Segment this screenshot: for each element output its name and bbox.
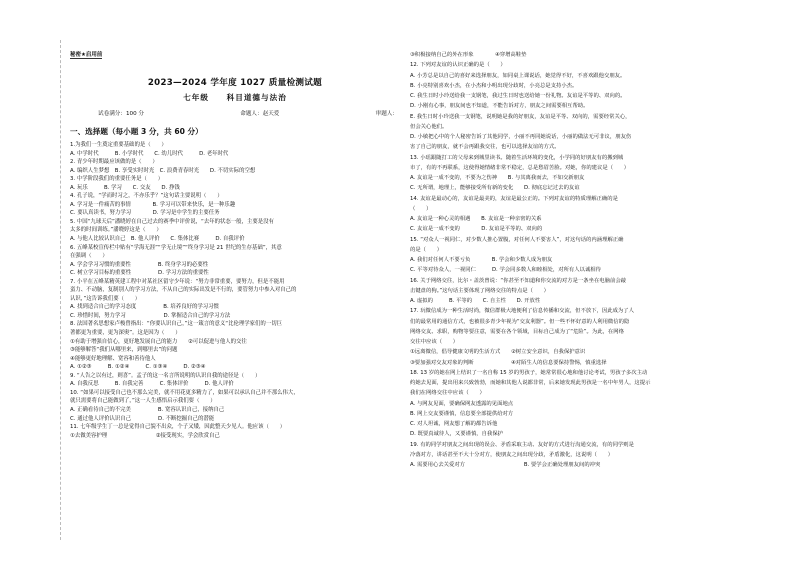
question-line: C. 珍惜时间，努力学习 D. 掌握适合自己的学习方法 — [70, 312, 231, 319]
question-line: D. 小刚有心事，朋友间也不知道，不能告诉对方，朋友之间需要相互帮助。 — [410, 103, 589, 110]
question-line: ①有助于增强自信心，更好地发展自己的能力 ②可以促进与他人的交往 — [70, 338, 247, 345]
question-line: A. 学习是一件痛苦的事情 B. 学习可以带来快乐，是一种乐趣 — [70, 201, 236, 208]
reviewer: 审题人： — [375, 111, 398, 117]
grade-label: 七年级 — [183, 93, 209, 102]
question-line: ③要加强对交友对象的判断 ④对陌生人的信息要保持警惕，慎重选择 — [410, 359, 607, 366]
question-line: 17. 玩微信成为一种生活时尚，微信群极大地便利了信息传播和交流，但不放下，因此成为了人 — [410, 308, 634, 315]
question-line: 我们在网络交往中应该（ ） — [410, 390, 485, 397]
question-line: A. 编织人生梦想 B. 享受实时时光 C. 浪费青春时光 D. 不切实际的空想 — [70, 167, 256, 174]
question-line: D. 小敏把心中的个人秘密告诉了其他同学，小丽不再同她说话，小丽的做法无可非议，朋友伤 — [410, 134, 632, 140]
question-line: 2. 青少年时期最应该做的是（ ） — [70, 159, 158, 166]
question-line: B. 小亮特别喜欢小杰，在小杰和小明出现分歧时，小亮总是支持小杰。 — [410, 82, 578, 89]
question-line: 1.为我们一生奠定重要基础的是（ ） — [70, 142, 167, 148]
question-line: ①远离微信，倡导健康文明的生活方式 ②树立安全意识，自我保护意识 — [410, 349, 586, 356]
question-line: A. 友谊是一种心灵的相遇 B. 友谊是一种亲密的关系 — [410, 216, 542, 222]
question-line: 冷落对方，讲话甚至不大十分对方，使朋友之间出现分歧，矛盾激化，这说明（ ） — [410, 451, 614, 458]
right-questions — [410, 50, 740, 470]
grade-subject — [70, 92, 400, 103]
question-line: 12. 下列对友谊的认识正确的是（ ） — [410, 62, 506, 69]
question-line: C. 树立学习目标的重要性 D. 学习方法的重要性 — [70, 270, 209, 277]
question-line: 14. 友谊是最动心的，友谊是最美的，友谊是最公正的。下列对友谊的特质理解正确的是 — [410, 195, 618, 202]
question-line: A. 找到适合自己的学习态度 B. 培养良好的学习习惯 — [70, 304, 219, 311]
question-line: 15. “对众人一视同仁，对少数人推心置腹，对任何人不要害人”，对这句话的内涵理解正确 — [410, 236, 624, 243]
question-line: A. 与他人比较认识自己 B. 他人评价 C. 集体比赛 D. 自我评价 — [70, 236, 245, 243]
question-line: A. 玩乐 B. 学习 C. 交友 D. 挣钱 — [70, 184, 180, 191]
question-line: 交往中应该（ ） — [410, 339, 459, 345]
question-line: 认识，”这告诉我们要（ ） — [70, 295, 141, 302]
question-line: C. 要认真读书，努力学习 D. 学习是中学生的主要任务 — [70, 210, 220, 217]
question-line: 9. “人告之以有过，则喜”。孟子的这一名言所说明的认识自我的途径是（ ） — [70, 372, 261, 379]
question-line: 击键盘的狗。”这句话主要体现了网络交往的特点是（ ） — [410, 287, 550, 294]
question-line: 10. “如果可以接受自己也不那么完美，就不用花更多精力了，如果可以承认自己并不那么伟大， — [70, 389, 299, 396]
exam-meta — [98, 109, 398, 117]
question-line: 著都更为重要，更为深奥”。这是因为（ ） — [70, 330, 181, 337]
question-line: 11. 七年级学生丁一总是觉得自己貌不出众，个子又矮，因此整天少见人。他应该（ ） — [70, 424, 286, 431]
question-line: 在强调（ ） — [70, 253, 108, 260]
secret-label: 秘密★启用前 — [70, 52, 103, 58]
question-line: 4. 孔子说，“学而时习之，不亦乐乎？”这句话主要说明（ ） — [70, 193, 223, 200]
question-line: A. 友谊是一成不变的，不要为之伤神 B. 与其离我而去，不如交新朋友 — [410, 175, 585, 181]
question-line: 就只需要将自己能做到了，”这一人生感悟启示我们要（ ） — [70, 398, 216, 405]
question-line: 的是（ ） — [410, 246, 443, 253]
question-line: 市了，有的不再联系，这使得她情绪非常不稳定，总是愁眉苦脸。对她，你的建议是（ ） — [410, 164, 630, 171]
question-line: C. 友谊是一成不变的 D. 友谊是平等的、双向的 — [410, 226, 543, 233]
exam-title: 2023—2024 学年度 1027 质量检测试题 — [147, 78, 323, 88]
question-line: E. 我生日时小玲送我一支钢笔，说明她是我的好朋友，友谊是平等、双向的，需要经常关心， — [410, 113, 631, 120]
subject-label: 科目道德与法治 — [226, 93, 287, 102]
question-line: 们的最常用的通信方式，也被很多青少年视为“交友利器”。但一些不怀好意的人利用微信的隐 — [410, 318, 630, 325]
question-line: 6. 五峰某校宣传栏中贴有“学海无涯”“学无止境”“终身学习是 21 世纪的生存基础”，其意 — [70, 244, 282, 251]
question-line: A. 虚拟的 B. 平等的 C. 自主性 D. 开放性 — [410, 298, 541, 304]
setter: 命题人：赵天爱 — [240, 111, 280, 117]
question-line: 7. 小平在五峰某精英建工程中对某社区留守少年说：“努力非常重要，要努力，但是不能用 — [70, 278, 285, 285]
question-line: 但会关心他们。 — [410, 123, 448, 130]
question-line: 5. 中国“九球天后”潘晓婷在自己过去的赛季中评价说，“去年的状态一般，主要是没有 — [70, 218, 274, 225]
question-line: ③积极接纳自己的外在形象 ④穿增高鞋垫 — [410, 52, 527, 58]
question-line: C. 通过他人评价认识自己 D. 不断挖掘自己的潜能 — [70, 415, 215, 422]
question-line: A. 中学时代 B. 小学时代 C. 幼儿时代 D. 老年时代 — [70, 150, 229, 157]
question-line: A. ①②③ B. ①②④ C. ①③④ D. ②③④ — [70, 364, 206, 371]
left-column — [70, 0, 400, 562]
question-line: 害了自己的朋友，就不会再跟我交往，也可以选择友谊的方式。 — [410, 144, 560, 151]
question-line: ④能够更好地理解、宽容和善待他人 — [70, 355, 156, 362]
binding-line — [60, 40, 61, 540]
section-heading: 一、选择题（每小题 3 分，共 60 分） — [70, 127, 203, 136]
question-line: 19. 有的同学对朋友之间出现的误会、矛盾采取主动、友好的方式进行沟通交流，有的同学则是 — [410, 441, 634, 448]
question-line: 约她去见面，提出用来兴致勃勃，而她和其他人说都非常，后来她发现此男孩是一名中年男人，这提示 — [410, 380, 651, 386]
question-line: A. 需要用心去关爱对方 B. 要学会正确处理朋友间的冲突 — [410, 462, 601, 468]
question-line: 太多的时间训练。”潘晓婷这是（ ） — [70, 227, 162, 234]
question-line: C. 平等对待众人，一视同仁 D. 学会同多数人和睦相处，对所有人以诚相待 — [410, 267, 601, 274]
question-line: D. 既要真诚待人，又要谨慎，自我保护 — [410, 431, 504, 438]
question-line: 蛮力、不动脑，复制别人的学习方法，不从自己的实际出发是不行的，要管努力中参入对自己的 — [70, 287, 297, 294]
question-line: 3. 中学阶段我们的重要任务是（ ） — [70, 176, 164, 183]
question-line: C. 对人坦诚，网友想了解的都告诉他 — [410, 421, 498, 427]
full-score: 试卷满分：100 分 — [98, 111, 145, 117]
question-line: C. 我生日时小玲送给我一支钢笔，我过生日时也送给她一份礼物。友谊是平等的、双向的。 — [410, 93, 626, 99]
question-line: 网络交友、求职，购物等要注意，需要在各个领域，目标自己成为了“危险”。为此，在网络 — [410, 328, 624, 335]
question-line: A. 与网友见面，要确保网友透露的见面地点 — [410, 400, 514, 407]
question-line: A. 小芳总是以自己的喜好来选择朋友，如同桌上课说话，她觉得不好，不喜欢跟他交朋友。 — [410, 72, 626, 79]
question-line: 18. 13 岁的她在网上结识了一名自称 15 岁的男孩子，她常常很心地和他讨论考试，男孩子多次主动 — [410, 369, 648, 376]
right-column — [410, 0, 740, 562]
question-line: 13. 小瑶跟随打工的父母来到城里读书。随着生活环境的变化，小学同的好朋友有的搬到城 — [410, 154, 624, 161]
question-line: （ ） — [410, 205, 432, 212]
question-line: B. 网上交友要谨慎，信息要全部提供给对方 — [410, 410, 514, 417]
left-questions — [70, 141, 400, 440]
question-line: ①去做美容护理 ②接受现实，学会欣赏自己 — [70, 432, 220, 439]
question-line: C. 无所谓，地理上，能够接受所有新的变化 D. 彻底忘记过去的友谊 — [410, 185, 580, 192]
question-line: 16. 关于网络交往，比尔・盖茨曾说：“你甚至不知道和你交流的对方是一条坐在电脑前会敲 — [410, 277, 627, 284]
question-line: A. 自我反思 B. 自我完善 C. 集体评价 D. 他人评价 — [70, 381, 234, 388]
question-line: A. 学会学习习惯的重要性 B. 终身学习的必要性 — [70, 261, 209, 268]
question-line: A. 我们对任何人不要亏负 B. 学会和少数人成为朋友 — [410, 257, 553, 263]
question-line: ③能够解答“我们从哪里来，到哪里去”的问题 — [70, 347, 178, 354]
question-line: A. 正确看待自己的不完美 B. 宽容认识自己，接纳自己 — [70, 406, 225, 413]
question-line: 8. 法国著名思想家卢梭曾指出：“你要认识自己，”这一箴言的意义“比伦理学家们的一切巨 — [70, 321, 282, 328]
